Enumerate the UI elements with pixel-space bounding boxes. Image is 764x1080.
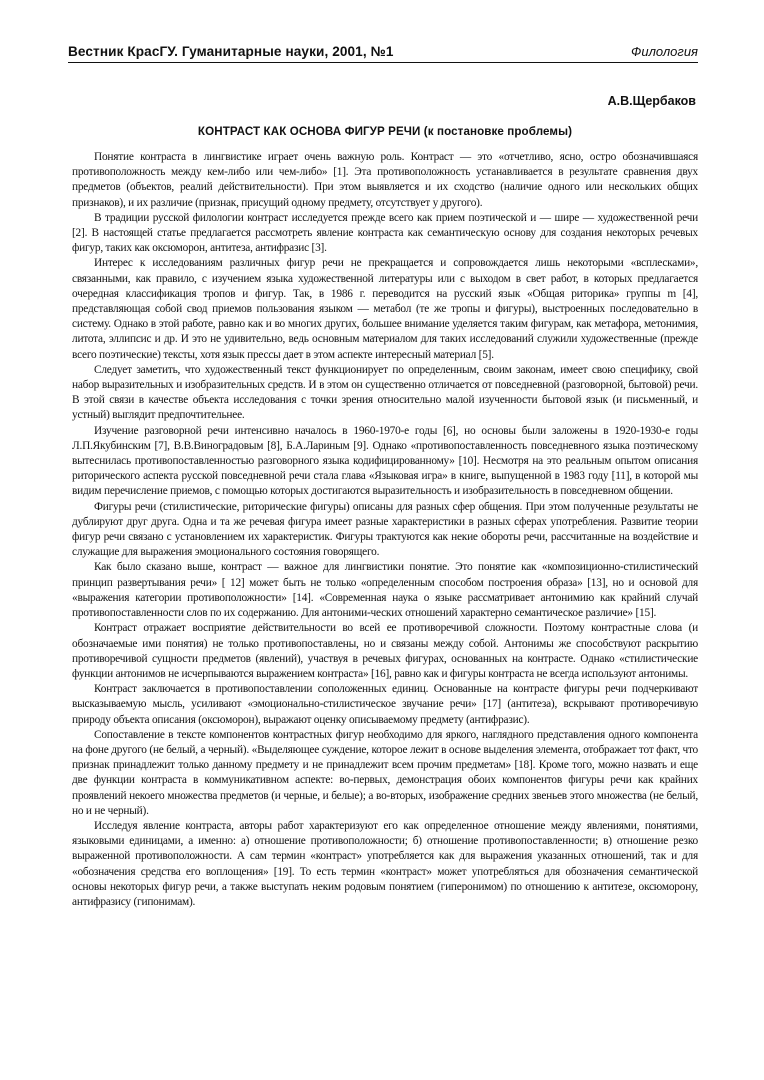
journal-title: Вестник КрасГУ. Гуманитарные науки, 2001, №1 [68,44,394,59]
paragraph: Понятие контраста в лингвистике играет очень важную роль. Контраст — это «отчетливо, ясно, остро обозначившаяся противоположность между кем-либо или чем-либо» [1]. Эта противоположность устанавливается в результате сравнения двух предметов (объектов, реалий действительности). При этом выявляется и их сходство (наличие одного или нескольких общих признаков), и их различие (признак, присущий одному предмету, отсутствует у другого). [72,151,698,209]
article-body [72,150,698,910]
article-title: КОНТРАСТ КАК ОСНОВА ФИГУР РЕЧИ (к постановке проблемы) [197,125,573,138]
paragraph: Сопоставление в тексте компонентов контрастных фигур необходимо для яркого, наглядного представления одного компонента на фоне другого (не белый, а черный). «Выделяющее суждение, которое лежит в основе выделения элемента, отображает тот факт, что признак принадлежит только данному предмету и не принадлежит всем прочим предметам» [18]. Кроме того, можно назвать и еще две функции контраста в коммуникативном аспекте: во-первых, демонстрация обоих компонентов фигуры речи как крайних проявлений некоего множества предметов (и черные, и белые); а во-вторых, изображение средних звеньев этого множества (не белый, но и не черный). [72,728,698,817]
paragraph: Исследуя явление контраста, авторы работ характеризуют его как определенное отношение между явлениями, понятиями, языковыми единицами, а именно: а) отношение противоположности; б) отношение противопоставленности; в) отношение резко выраженной противоположности. А сам термин «контраст» употребляется как для выражения указанных отношений, так и для «обозначения средства его воплощения» [19]. То есть термин «контраст» может употребляться для обозначения семантической основы некоторых фигур речи, а также выступать неким родовым понятием (гиперонимом) по отношению к антитезе, оксюморону, антифразису (гипонимам). [72,819,698,908]
paragraph: Интерес к исследованиям различных фигур речи не прекращается и сопровождается лишь некоторыми «всплесками», связанными, как правило, с изучением языка художественной литературы или с выходом в свет работ, в которых предлагается очередная классификация тропов и фигур. Так, в 1986 г. переводится на русский язык «Общая риторика» группы m [4], представляющая собой свод приемов пользования языком — метабол (те же тропы и фигуры), выстроенных последовательно в систему. Однако в этой работе, равно как и во многих других, большее внимание уделяется таким фигурам, как метафора, метонимия, литота, эллипсис и др. И это не удивительно, ведь основным материалом для таких исследований служили художественные (прежде всего поэтические) тексты, хотя язык прессы дает в этом аспекте интересный материал [5]. [72,257,698,361]
paragraph: Изучение разговорной речи интенсивно началось в 1960-1970-е годы [6], но основы были заложены в 1920-1930-е годы Л.П.Якубинским [7], В.В.Виноградовым [8], Б.А.Лариным [9]. Однако «противопоставленность повседневного языка поэтическому вытеснилась противопоставленностью разговорного языка кодифицированному» [10]. Несмотря на это реальным опытом описания риторического аспекта русской повседневной речи стала глава «Языковая игра» в книге, выпущенной в 1983 году [11], в которой мы видим перечисление приемов, с помощью которых достигаются выразительность и изобразительность в повседневном общении. [72,424,698,498]
paragraph: Следует заметить, что художественный текст функционирует по определенным, своим законам, имеет свою специфику, свой набор выразительных и изобразительных средств. И в этом он существенно отличается от повседневной (разговорной, бытовой) речи. В этой связи в качестве объекта исследования с точки зрения относительно малой изученности бытовой язык (и письменный, и устный) выглядит предпочтительнее. [72,363,698,422]
paragraph: Фигуры речи (стилистические, риторические фигуры) описаны для разных сфер общения. При этом полученные результаты не дублируют друг друга. Одна и та же речевая фигура имеет разные характеристики в разных сферах употребления. Развитие теории фигур речи связано с установлением их характеристик. Фигуры трактуются как некие обороты речи, рассчитанные на воздействие и служащие для выражения эмоционального состояния говорящего. [72,500,698,559]
paragraph: Контраст отражает восприятие действительности во всей ее противоречивой сложности. Поэтому контрастные слова (и обозначаемые ими понятия) не только противопоставлены, но и связаны между собой. Антонимы же способствуют раскрытию противоречивой сущности предметов (явлений), участвуя в речевых фигурах, основанных на контрасте. Однако «стилистические функции антонимов не исчерпываются выражением контраста» [16], равно как и фигуры контраста не всегда используют антонимы. [72,622,698,680]
paragraph: В традиции русской филологии контраст исследуется прежде всего как прием поэтической и — шире — художественной речи [2]. В настоящей статье предлагается рассмотреть явление контраста как семантическую основу для создания некоторых речевых фигур, таких как оксюморон, антитеза, антифразис [3]. [72,211,698,255]
article-author: А.В.Щербаков [607,94,696,108]
paragraph: Как было сказано выше, контраст — важное для лингвистики понятие. Это понятие как «композиционно-стилистический принцип развертывания речи» [ 12] может быть не только «определенным способом построения образа» [13], но и основой для «выражения категории противоположности» [14]. «Современная наука о языке рассматривает антонимию как крайний случай противопоставленности слов по их содержанию. Для антоними-ческих отношений характерно семантическое различие» [15]. [72,561,698,620]
section-name: Филология [631,44,698,59]
paragraph: Контраст заключается в противопоставлении соположенных единиц. Основанные на контрасте фигуры речи подчеркивают высказываемую мысль, усиливают «эмоционально-стилистическое звучание речи» [17] (антитеза), вскрывают противоречивую природу объекта описания (оксюморон), выражают оценку описываемому предмету (антифразис). [72,683,698,726]
running-header [68,44,698,63]
